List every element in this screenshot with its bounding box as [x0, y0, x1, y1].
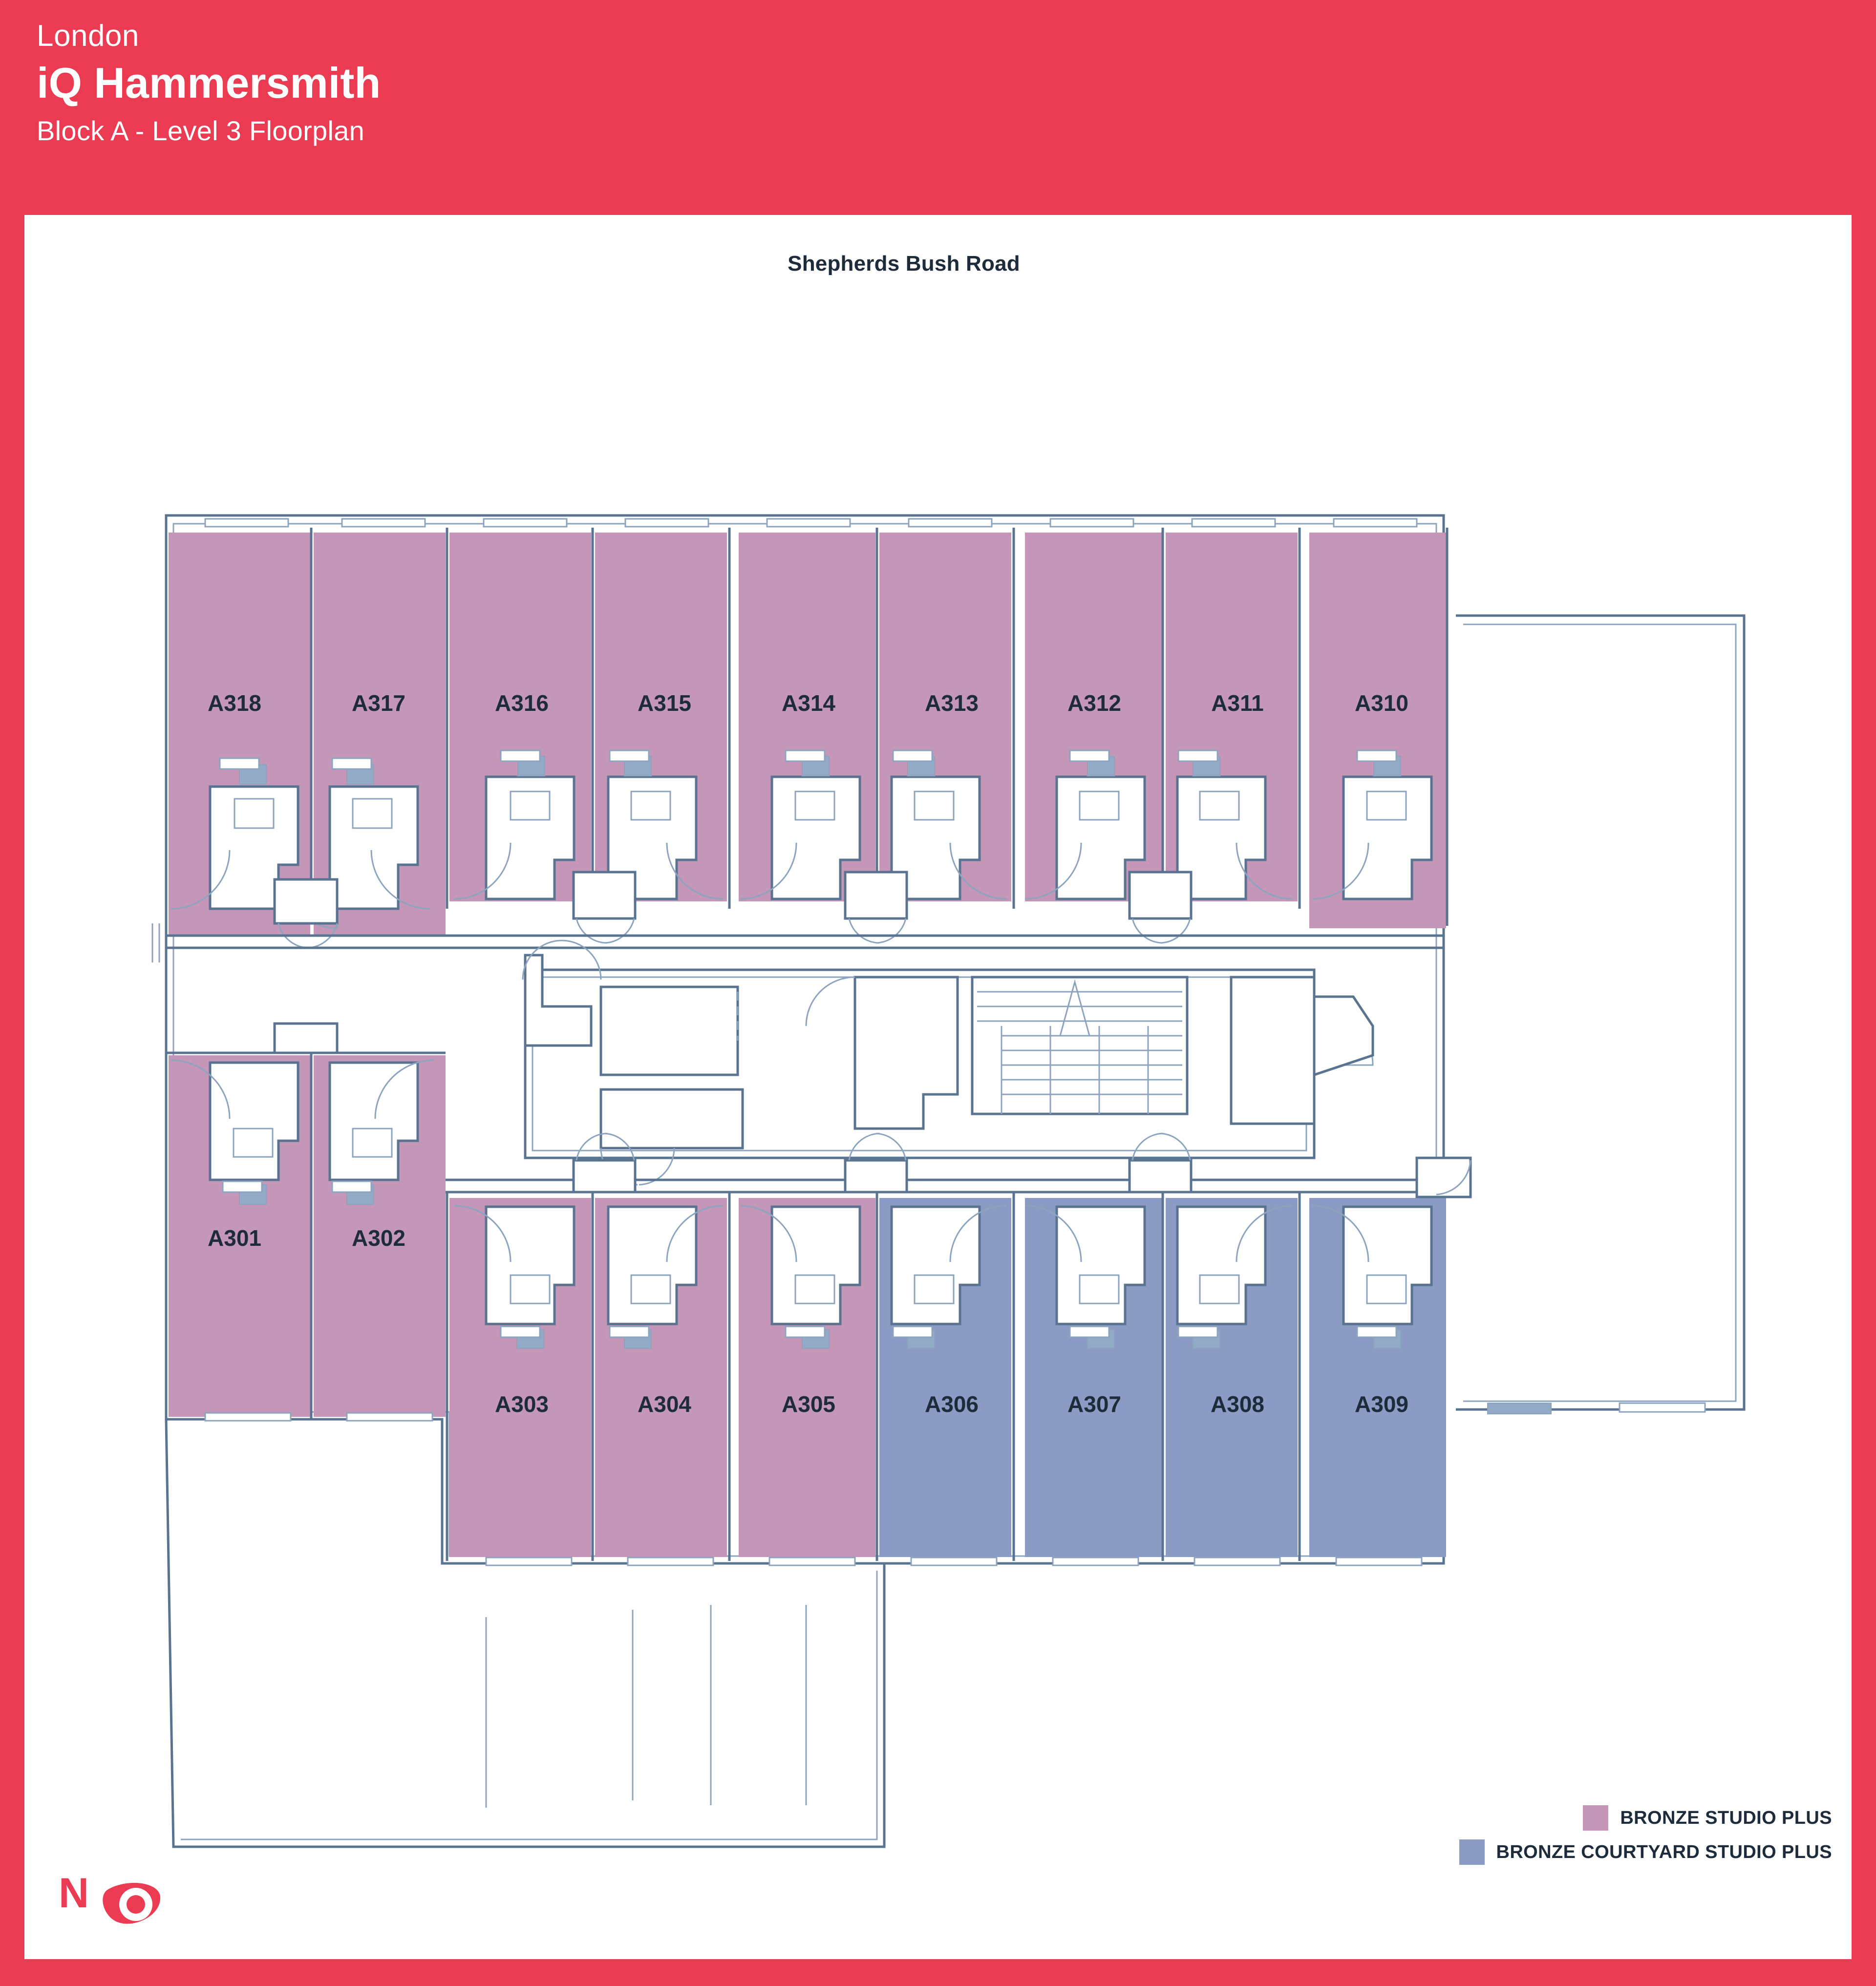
floorplan-subtitle: Block A - Level 3 Floorplan — [37, 115, 365, 146]
page-header — [0, 0, 1876, 215]
room-label-a309: A309 — [1355, 1391, 1408, 1417]
legend-swatch-bronze-studio-plus — [1583, 1805, 1608, 1831]
city-name: London — [37, 19, 139, 53]
room-label-a306: A306 — [925, 1391, 979, 1417]
room-label-a307: A307 — [1067, 1391, 1121, 1417]
north-letter: N — [59, 1870, 89, 1917]
room-label-a311: A311 — [1211, 690, 1264, 716]
street-label: Shepherds Bush Road — [788, 252, 1020, 276]
legend-label-bronze-courtyard-studio-plus: BRONZE COURTYARD STUDIO PLUS — [1496, 1841, 1832, 1862]
room-label-a315: A315 — [638, 690, 691, 716]
legend — [1402, 1805, 1832, 1874]
room-label-a313: A313 — [925, 690, 979, 716]
room-label-a308: A308 — [1211, 1391, 1264, 1417]
legend-swatch-bronze-courtyard-studio-plus — [1459, 1839, 1485, 1865]
property-title: iQ Hammersmith — [37, 59, 381, 107]
legend-label-bronze-studio-plus: BRONZE STUDIO PLUS — [1620, 1807, 1832, 1828]
room-label-a310: A310 — [1355, 690, 1408, 716]
room-label-a314: A314 — [782, 690, 835, 716]
room-label-a304: A304 — [638, 1391, 691, 1417]
room-label-a301: A301 — [208, 1225, 261, 1251]
legend-item — [1402, 1805, 1832, 1831]
floorplan-drawing — [24, 215, 1852, 1959]
room-label-a316: A316 — [495, 690, 549, 716]
floorplan-canvas — [24, 215, 1852, 1959]
north-indicator — [54, 1861, 210, 1944]
room-label-a305: A305 — [782, 1391, 835, 1417]
room-label-a302: A302 — [352, 1225, 405, 1251]
room-label-a318: A318 — [208, 690, 261, 716]
room-label-a317: A317 — [352, 690, 405, 716]
legend-item — [1402, 1839, 1832, 1865]
room-label-a303: A303 — [495, 1391, 549, 1417]
room-label-a312: A312 — [1067, 690, 1121, 716]
